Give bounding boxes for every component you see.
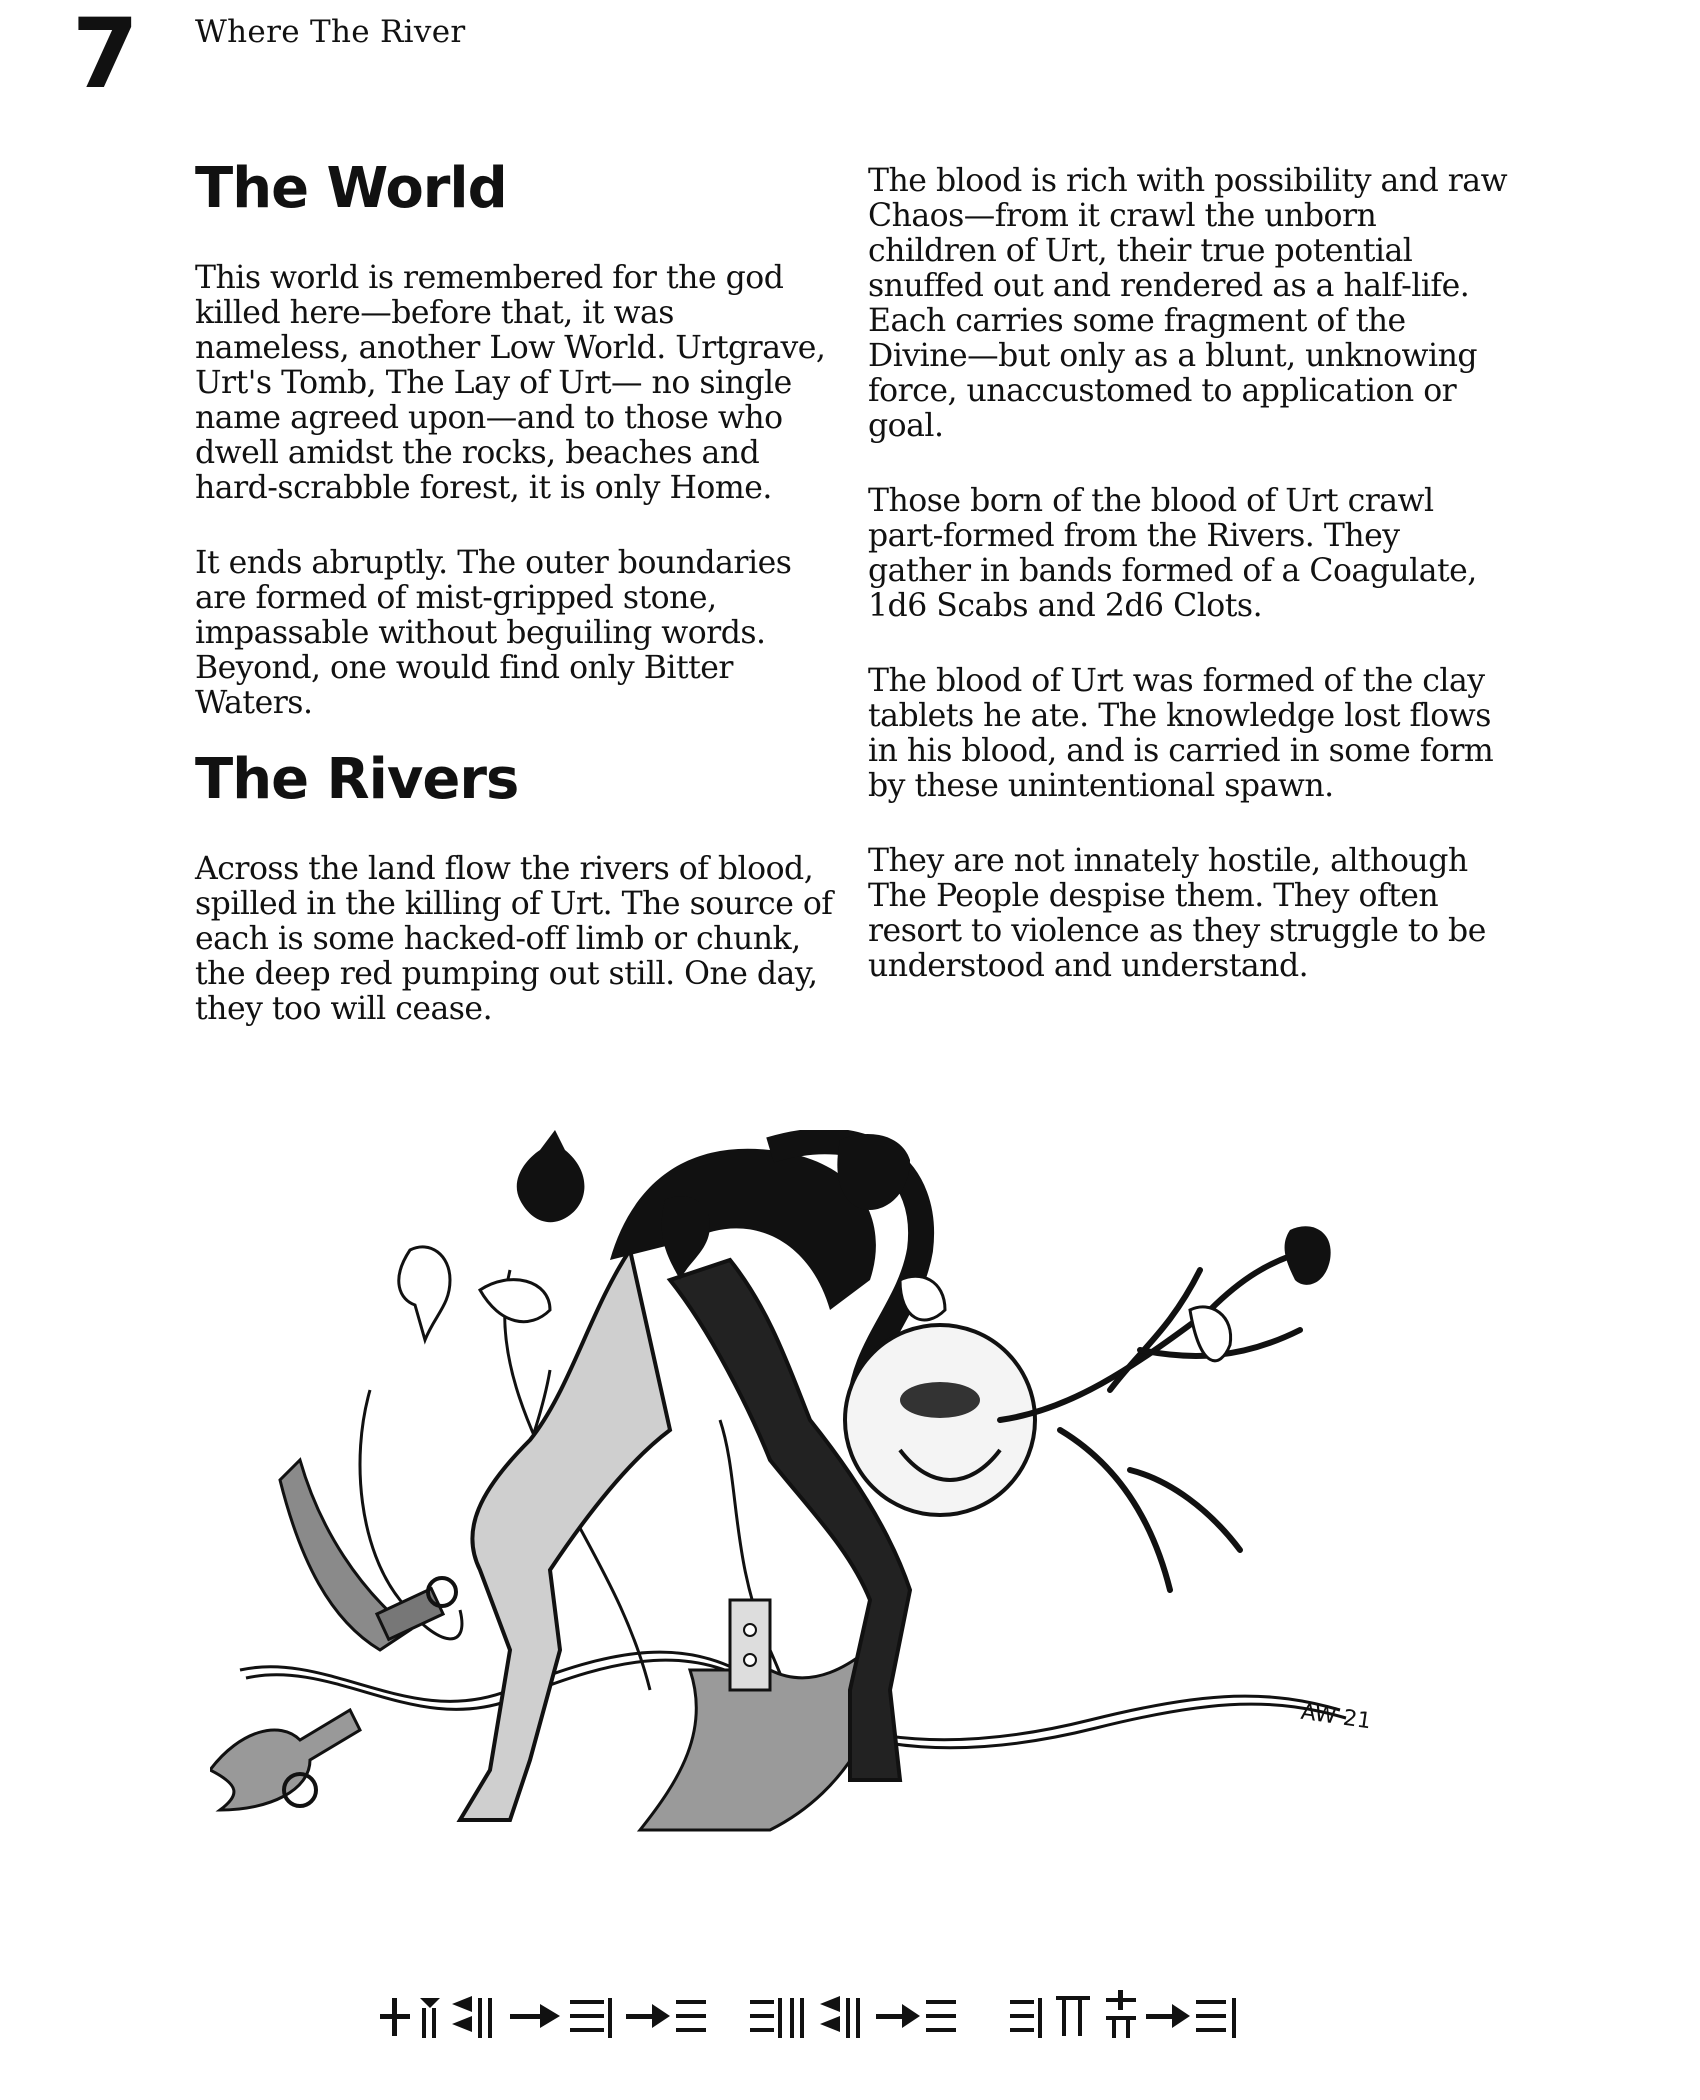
cuneiform-footer-decoration: [380, 1990, 1320, 2046]
right-paragraph-4: They are not innately hostile, although The People despise them. They often resort to violence as they struggle to be understood and understand.: [868, 843, 1486, 984]
right-paragraph-1: The blood is rich with possibility and raw Chaos—from it crawl the unborn children of Urt, their true potential snuffed out and rendered as a half-life. Each carries some fragment of the Divine—but only as a blunt, unknowing force, unaccustomed to application or goal.: [868, 163, 1508, 444]
heading-the-rivers: The Rivers: [195, 746, 519, 812]
world-paragraph-2: It ends abruptly. The outer boundaries are formed of mist-gripped stone, impassable without beguiling words. Beyond, one would find only Bitter Waters.: [195, 544, 792, 721]
right-paragraph-3: The blood of Urt was formed of the clay tablets he ate. The knowledge lost flows in his blood, and is carried in some form by these unintentional spawn.: [868, 663, 1494, 804]
running-title: Where The River: [195, 14, 466, 50]
right-paragraph-2: Those born of the blood of Urt crawl part-formed from the Rivers. They gather in bands formed of a Coagulate, 1d6 Scabs and 2d6 Clots.: [868, 483, 1477, 624]
left-column: [195, 156, 835, 1027]
right-column: [868, 164, 1508, 984]
rivers-paragraph-1: Across the land flow the rivers of blood, spilled in the killing of Urt. The source of each is some hacked-off limb or chunk, the deep red pumping out still. One day, they too will cease.: [195, 850, 833, 1027]
page-number: 7: [72, 0, 137, 110]
heading-the-world: The World: [195, 156, 507, 221]
world-paragraph-1: This world is remembered for the god killed here—before that, it was nameless, another Low World. Urtgrave, Urt's Tomb, The Lay of Urt— no single name agreed upon—and to those who dwell amidst the rocks, beaches and hard-scrabble forest, it is only Home.: [195, 259, 826, 506]
artist-signature: AW 21: [1299, 1699, 1373, 1735]
ink-illustration: [210, 1130, 1500, 1910]
